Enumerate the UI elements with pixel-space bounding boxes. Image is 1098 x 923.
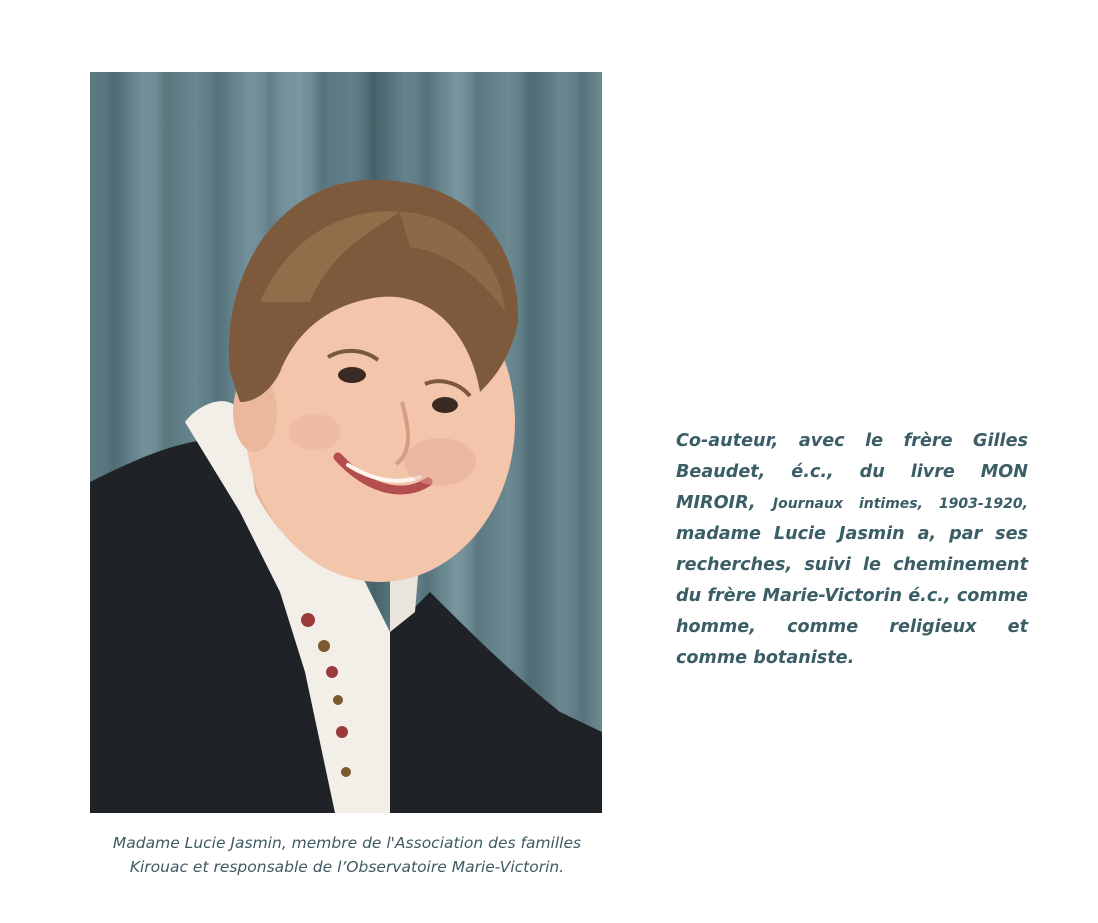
portrait-photo	[90, 72, 602, 813]
body-part-1: Co-auteur, avec le frère Gilles Beaudet, é.c., du livre MON MIROIR,	[676, 431, 1028, 513]
body-part-3: madame Lucie Jasmin a, par ses recherches, suivi le cheminement du frère Marie-Victorin é.c., comme homme, comme religieux et comme botaniste.	[676, 524, 1028, 668]
caption-line-2: Kirouac et responsable de l’Observatoire Marie-Victorin.	[129, 858, 565, 876]
portrait-illustration	[90, 72, 602, 813]
photo-caption	[86, 831, 608, 879]
body-part-2-small: Journaux intimes, 1903-1920,	[772, 495, 1028, 512]
caption-line-1: Madame Lucie Jasmin, membre de l'Association des familles	[112, 834, 582, 852]
body-paragraph	[676, 426, 1028, 673]
